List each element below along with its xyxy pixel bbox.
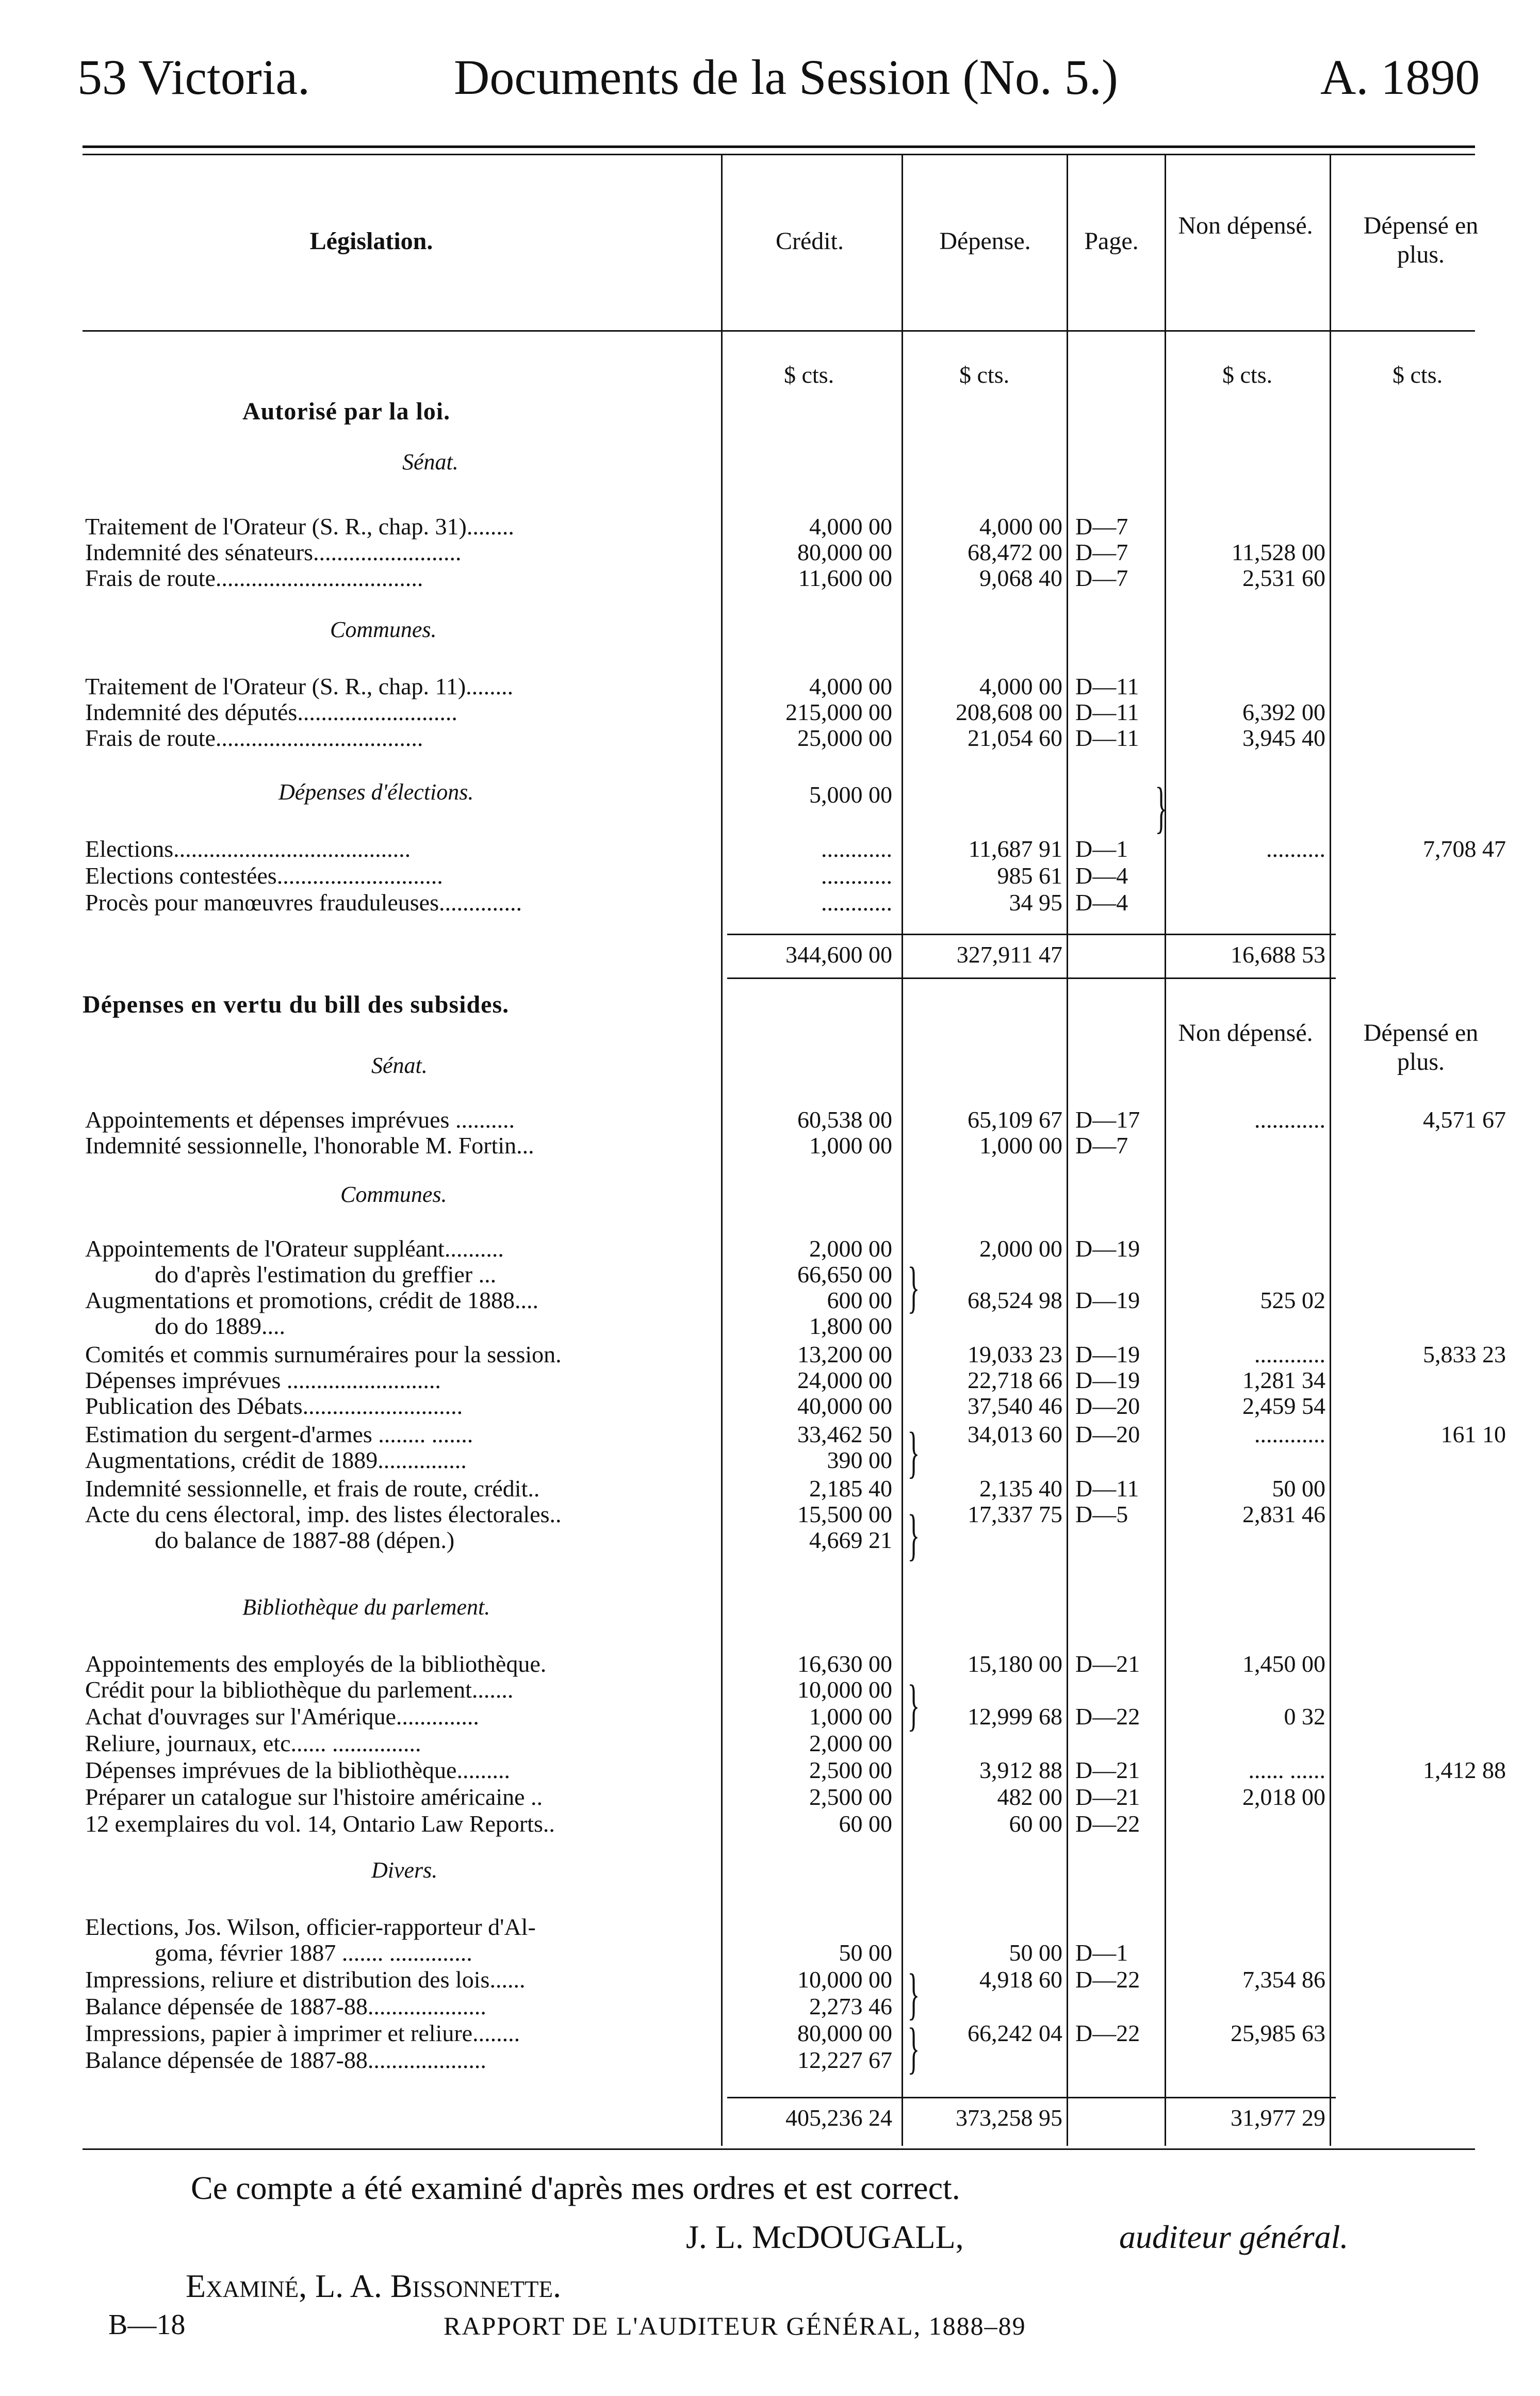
biblio-non-0: 1,450 00 [1242, 1651, 1325, 1677]
page-number: B—18 [108, 2309, 186, 2341]
col-section: Législation. [309, 227, 433, 255]
row1-label-4: Indemnité des députés........................... [85, 699, 457, 725]
total1-rule [727, 934, 1336, 935]
row1-page-9: D—4 [1075, 889, 1128, 916]
col-depense-plus: Dépensé en plus. [1363, 212, 1479, 268]
communes-credit-8: 390 00 [827, 1447, 892, 1473]
row1-non-7: .......... [1266, 836, 1325, 862]
communes-non-4: ............ [1254, 1341, 1325, 1367]
col-non-depense: Non dépensé. [1178, 212, 1313, 239]
header-rule [83, 330, 1475, 332]
communes-depense-6: 37,540 46 [968, 1393, 1062, 1419]
senat-label-1: Indemnité sessionnelle, l'honorable M. Fortin... [85, 1132, 534, 1159]
biblio-depense-4: 3,912 88 [979, 1757, 1062, 1783]
communes-label-6: Publication des Débats........................... [85, 1393, 463, 1419]
col-page: Page. [1084, 227, 1139, 255]
row1-depense-3: 4,000 00 [979, 673, 1062, 699]
header-title: Documents de la Session (No. 5.) [454, 50, 1118, 105]
row1-page-2: D—7 [1075, 565, 1128, 591]
communes-page-0: D—19 [1075, 1235, 1140, 1262]
total1-credit: 344,600 00 [785, 941, 892, 968]
communes-depense-7: 34,013 60 [968, 1421, 1062, 1447]
divers-page-1: D—1 [1075, 1939, 1128, 1966]
communes-depense-0: 2,000 00 [979, 1235, 1062, 1262]
communes-page-7: D—20 [1075, 1421, 1140, 1447]
divers-label-2: Impressions, reliure et distribution des lois...... [85, 1966, 526, 1993]
communes-page-6: D—20 [1075, 1393, 1140, 1419]
brace-lois: } [907, 1962, 920, 2025]
row1-depense-7: 11,687 91 [968, 836, 1062, 862]
biblio-credit-1: 10,000 00 [797, 1676, 892, 1703]
total2-credit: 405,236 24 [785, 2105, 892, 2131]
divers-page-2: D—22 [1075, 1966, 1140, 1993]
divers-non-4: 25,985 63 [1231, 2020, 1325, 2046]
row1-credit-3: 4,000 00 [809, 673, 892, 699]
communes-non-2: 525 02 [1260, 1287, 1325, 1313]
row1-label-2: Frais de route................................... [85, 565, 423, 591]
communes-label-9: Indemnité sessionnelle, et frais de route, crédit.. [85, 1475, 540, 1502]
subhead-communes-2: Communes. [340, 1182, 447, 1207]
communes-non-9: 50 00 [1272, 1475, 1325, 1502]
row1-credit-5: 25,000 00 [797, 725, 892, 751]
communes-credit-11: 4,669 21 [809, 1527, 892, 1553]
divers-credit-4: 80,000 00 [797, 2020, 892, 2046]
divers-credit-5: 12,227 67 [797, 2047, 892, 2073]
communes-credit-6: 40,000 00 [797, 1393, 892, 1419]
divers-label-1: goma, février 1887 ....... .............. [155, 1939, 472, 1966]
biblio-credit-0: 16,630 00 [797, 1651, 892, 1677]
communes-non-7: ............ [1254, 1421, 1325, 1447]
biblio-credit-6: 60 00 [839, 1811, 892, 1837]
subhead-biblio: Bibliothèque du parlement. [242, 1594, 490, 1620]
communes-credit-3: 1,800 00 [809, 1313, 892, 1339]
row1-credit-6: 5,000 00 [809, 781, 892, 808]
unit-credit: $ cts. [784, 362, 834, 388]
report-title: RAPPORT DE L'AUDITEUR GÉNÉRAL, 1888–89 [444, 2311, 1026, 2340]
row1-depense-0: 4,000 00 [979, 513, 1062, 540]
communes-credit-4: 13,200 00 [797, 1341, 892, 1367]
communes-credit-10: 15,500 00 [797, 1501, 892, 1527]
senat-label-0: Appointements et dépenses imprévues .......... [85, 1106, 515, 1133]
row1-page-3: D—11 [1075, 673, 1139, 699]
communes-non-5: 1,281 34 [1242, 1367, 1325, 1393]
communes-page-9: D—11 [1075, 1475, 1139, 1502]
biblio-credit-5: 2,500 00 [809, 1784, 892, 1810]
biblio-label-5: Préparer un catalogue sur l'histoire américaine .. [85, 1784, 543, 1810]
row1-page-5: D—11 [1075, 725, 1139, 751]
row1-plus-7: 7,708 47 [1423, 836, 1506, 862]
communes-depense-10: 17,337 75 [968, 1501, 1062, 1527]
row1-label-9: Procès pour manœuvres frauduleuses.............. [85, 889, 522, 916]
header-session: 53 Victoria. [77, 50, 310, 105]
biblio-non-2: 0 32 [1284, 1703, 1325, 1730]
brace-sergent: } [907, 1421, 920, 1484]
brace-elections: } [1155, 776, 1168, 839]
row1-label-1: Indemnité des sénateurs......................... [85, 539, 462, 565]
total1-non: 16,688 53 [1231, 941, 1325, 968]
col-depense: Dépense. [939, 227, 1031, 255]
brace-augment: } [907, 1256, 920, 1318]
biblio-label-4: Dépenses imprévues de la bibliothèque......... [85, 1757, 510, 1783]
total1-rule-bottom [727, 977, 1336, 979]
col-divider-3 [1067, 155, 1068, 2146]
senat-depense-0: 65,109 67 [968, 1106, 1062, 1133]
communes-label-3: do do 1889.... [155, 1313, 285, 1339]
subhead-senat: Sénat. [402, 449, 458, 475]
header-year: A. 1890 [1320, 50, 1480, 105]
unit-plus: $ cts. [1392, 362, 1443, 388]
row1-non-1: 11,528 00 [1231, 539, 1325, 565]
biblio-page-6: D—22 [1075, 1811, 1140, 1837]
communes-label-4: Comités et commis surnuméraires pour la session. [85, 1341, 562, 1367]
row1-label-0: Traitement de l'Orateur (S. R., chap. 31)........ [85, 513, 514, 540]
total2-depense: 373,258 95 [956, 2105, 1062, 2131]
divers-page-4: D—22 [1075, 2020, 1140, 2046]
communes-credit-0: 2,000 00 [809, 1235, 892, 1262]
senat-non-0: ............ [1254, 1106, 1325, 1133]
col-credit: Crédit. [776, 227, 844, 255]
row1-page-8: D—4 [1075, 862, 1128, 889]
subhead-divers: Divers. [371, 1857, 438, 1883]
top-rule-thin [83, 154, 1475, 155]
senat-credit-0: 60,538 00 [797, 1106, 892, 1133]
total1-depense: 327,911 47 [956, 941, 1062, 968]
senat-page-0: D—17 [1075, 1106, 1140, 1133]
divers-label-3: Balance dépensée de 1887-88.................... [85, 1993, 486, 2019]
row1-credit-1: 80,000 00 [797, 539, 892, 565]
communes-page-4: D—19 [1075, 1341, 1140, 1367]
row1-depense-8: 985 61 [997, 862, 1062, 889]
communes-depense-9: 2,135 40 [979, 1475, 1062, 1502]
row1-credit-9: ............ [821, 889, 892, 916]
senat-depense-1: 1,000 00 [979, 1132, 1062, 1159]
biblio-non-4: ...... ...... [1248, 1757, 1325, 1783]
communes-plus-7: 161 10 [1440, 1421, 1506, 1447]
communes-label-5: Dépenses imprévues .......................... [85, 1367, 441, 1393]
col-divider-5 [1330, 155, 1331, 2146]
biblio-credit-2: 1,000 00 [809, 1703, 892, 1730]
divers-depense-1: 50 00 [1009, 1939, 1062, 1966]
row1-label-5: Frais de route................................... [85, 725, 423, 751]
senat-credit-1: 1,000 00 [809, 1132, 892, 1159]
divers-credit-3: 2,273 46 [809, 1993, 892, 2019]
communes-plus-4: 5,833 23 [1423, 1341, 1506, 1367]
section-subsides: Dépenses en vertu du bill des subsides. [83, 991, 510, 1018]
communes-depense-4: 19,033 23 [968, 1341, 1062, 1367]
divers-credit-1: 50 00 [839, 1939, 892, 1966]
biblio-label-1: Crédit pour la bibliothèque du parlement....... [85, 1676, 514, 1703]
communes-credit-5: 24,000 00 [797, 1367, 892, 1393]
row1-depense-4: 208,608 00 [956, 699, 1062, 725]
signature-name: J. L. McDOUGALL, [686, 2219, 964, 2255]
biblio-plus-4: 1,412 88 [1423, 1757, 1506, 1783]
communes-credit-9: 2,185 40 [809, 1475, 892, 1502]
biblio-depense-2: 12,999 68 [968, 1703, 1062, 1730]
row1-non-4: 6,392 00 [1242, 699, 1325, 725]
communes-credit-2: 600 00 [827, 1287, 892, 1313]
divers-non-2: 7,354 86 [1242, 1966, 1325, 1993]
subhead-elections: Dépenses d'élections. [278, 779, 474, 805]
biblio-depense-6: 60 00 [1009, 1811, 1062, 1837]
total2-non: 31,977 29 [1231, 2105, 1325, 2131]
subhead-communes: Communes. [330, 617, 437, 642]
row1-page-1: D—7 [1075, 539, 1128, 565]
communes-label-7: Estimation du sergent-d'armes ........ ....... [85, 1421, 473, 1447]
row1-page-4: D—11 [1075, 699, 1139, 725]
biblio-label-0: Appointements des employés de la bibliothèque. [85, 1651, 547, 1677]
biblio-page-4: D—21 [1075, 1757, 1140, 1783]
divers-label-4: Impressions, papier à imprimer et reliure........ [85, 2020, 520, 2046]
section-autorise: Autorisé par la loi. [242, 398, 451, 425]
brace-papier: } [907, 2016, 920, 2079]
unit-depense: $ cts. [959, 362, 1010, 388]
biblio-page-0: D—21 [1075, 1651, 1140, 1677]
col-divider-2 [902, 155, 903, 2146]
biblio-page-2: D—22 [1075, 1703, 1140, 1730]
row1-depense-9: 34 95 [1009, 889, 1062, 916]
communes-label-10: Acte du cens électoral, imp. des listes électorales.. [85, 1501, 562, 1527]
divers-depense-4: 66,242 04 [968, 2020, 1062, 2046]
unit-non: $ cts. [1222, 362, 1273, 388]
divers-depense-2: 4,918 60 [979, 1966, 1062, 1993]
communes-label-8: Augmentations, crédit de 1889............... [85, 1447, 467, 1473]
communes-label-11: do balance de 1887-88 (dépen.) [155, 1527, 455, 1553]
col-non-depense-2: Non dépensé. [1178, 1019, 1313, 1047]
biblio-depense-0: 15,180 00 [968, 1651, 1062, 1677]
row1-label-7: Elections........................................ [85, 836, 411, 862]
communes-page-10: D—5 [1075, 1501, 1128, 1527]
biblio-label-3: Reliure, journaux, etc...... ............... [85, 1730, 421, 1756]
row1-credit-4: 215,000 00 [785, 699, 892, 725]
communes-non-10: 2,831 46 [1242, 1501, 1325, 1527]
communes-non-6: 2,459 54 [1242, 1393, 1325, 1419]
row1-non-5: 3,945 40 [1242, 725, 1325, 751]
row1-page-0: D—7 [1075, 513, 1128, 540]
biblio-non-5: 2,018 00 [1242, 1784, 1325, 1810]
divers-label-0: Elections, Jos. Wilson, officier-rapporteur d'Al- [85, 1914, 536, 1940]
footer-statement: Ce compte a été examiné d'après mes ordres et est correct. [191, 2170, 960, 2206]
biblio-page-5: D—21 [1075, 1784, 1140, 1810]
row1-depense-1: 68,472 00 [968, 539, 1062, 565]
communes-credit-1: 66,650 00 [797, 1261, 892, 1287]
row1-credit-0: 4,000 00 [809, 513, 892, 540]
examine-line: Examiné, L. A. Bissonnette. [186, 2268, 562, 2304]
communes-label-0: Appointements de l'Orateur suppléant.......... [85, 1235, 504, 1262]
row1-depense-5: 21,054 60 [968, 725, 1062, 751]
row1-credit-2: 11,600 00 [798, 565, 892, 591]
row1-page-7: D—1 [1075, 836, 1128, 862]
row1-non-2: 2,531 60 [1242, 565, 1325, 591]
biblio-depense-5: 482 00 [997, 1784, 1062, 1810]
row1-credit-7: ............ [821, 836, 892, 862]
divers-credit-2: 10,000 00 [797, 1966, 892, 1993]
communes-page-5: D—19 [1075, 1367, 1140, 1393]
brace-biblio: } [907, 1673, 920, 1736]
total2-rule [727, 2097, 1336, 2098]
col-depense-plus-2: Dépensé en plus. [1363, 1019, 1479, 1075]
row1-label-3: Traitement de l'Orateur (S. R., chap. 11)........ [85, 673, 514, 699]
brace-cens: } [907, 1503, 920, 1566]
senat-page-1: D—7 [1075, 1132, 1128, 1159]
biblio-label-2: Achat d'ouvrages sur l'Amérique.............. [85, 1703, 479, 1730]
top-rule [83, 145, 1475, 148]
row1-label-8: Elections contestées............................ [85, 862, 443, 889]
communes-page-2: D—19 [1075, 1287, 1140, 1313]
biblio-label-6: 12 exemplaires du vol. 14, Ontario Law Reports.. [85, 1811, 555, 1837]
biblio-credit-3: 2,000 00 [809, 1730, 892, 1756]
bottom-rule [83, 2148, 1475, 2150]
senat-plus-0: 4,571 67 [1423, 1106, 1506, 1133]
row1-credit-8: ............ [821, 862, 892, 889]
divers-label-5: Balance dépensée de 1887-88.................... [85, 2047, 486, 2073]
communes-label-2: Augmentations et promotions, crédit de 1888.... [85, 1287, 538, 1313]
col-divider-1 [721, 155, 723, 2146]
row1-depense-2: 9,068 40 [979, 565, 1062, 591]
signature-title: auditeur général. [1119, 2219, 1349, 2255]
subhead-senat-2: Sénat. [371, 1053, 428, 1078]
communes-label-1: do d'après l'estimation du greffier ... [155, 1261, 497, 1287]
communes-depense-5: 22,718 66 [968, 1367, 1062, 1393]
communes-credit-7: 33,462 50 [797, 1421, 892, 1447]
biblio-credit-4: 2,500 00 [809, 1757, 892, 1783]
communes-depense-2: 68,524 98 [968, 1287, 1062, 1313]
